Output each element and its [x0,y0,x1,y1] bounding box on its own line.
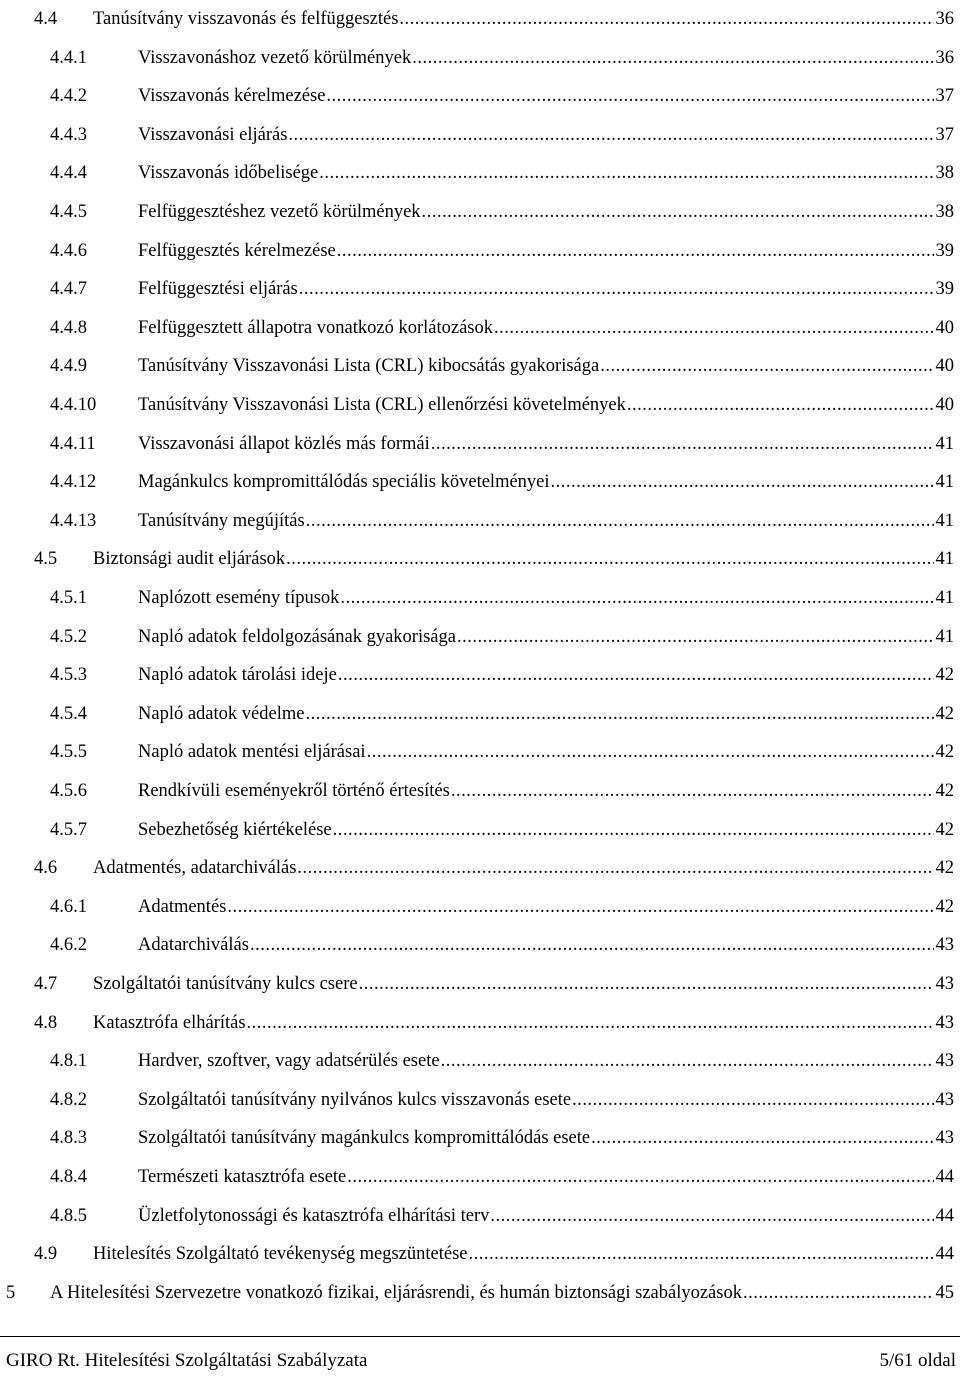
toc-dot-leader [441,1050,934,1072]
toc-dot-leader [359,973,934,995]
toc-dot-leader [297,857,933,879]
toc-entry-page: 41 [935,472,954,493]
toc-dot-leader [412,47,933,69]
toc-dot-leader [494,317,934,339]
toc-entry-page: 43 [935,1051,954,1072]
toc-dot-leader [490,1205,933,1227]
toc-entry-number: 4.5.4 [50,703,87,724]
toc-entry[interactable] [34,1004,954,1034]
toc-entry[interactable] [50,154,954,184]
toc-entry-number: 4.4.1 [50,47,87,68]
toc-dot-leader [338,664,934,686]
toc-entry[interactable] [50,1042,954,1072]
toc-dot-leader [422,201,934,223]
toc-entry[interactable] [50,347,954,377]
toc-entry-number: 4.4.2 [50,86,87,107]
toc-dot-leader [286,548,933,570]
toc-entry-page: 38 [935,202,954,222]
toc-entry-title: Rendkívüli eseményekről történő értesítés [138,781,450,801]
toc-entry-title: Szolgáltatói tanúsítvány magánkulcs kompromittálódás esete [138,1128,591,1149]
toc-entry[interactable] [50,618,954,648]
toc-entry-title: Visszavonás kérelmezése [138,86,326,107]
toc-dot-leader [326,85,933,107]
toc-entry-title: Felfüggesztett állapotra vonatkozó korlátozások [138,317,493,338]
toc-entry[interactable] [50,463,954,493]
toc-entry-title: Visszavonás időbelisége [138,163,319,184]
toc-entry-title: Magánkulcs kompromittálódás speciális követelményei [138,472,550,493]
toc-dot-leader [340,587,933,609]
toc-entry-title: Üzletfolytonossági és katasztrófa elhárítási terv [138,1205,490,1226]
toc-entry[interactable] [34,0,954,30]
toc-entry-number: 4.5.6 [50,781,87,801]
toc-entry-title: Napló adatok védelme [138,703,305,724]
toc-entry[interactable] [50,695,954,725]
toc-entry-title: Adatarchiválás [138,935,249,956]
toc-entry-number: 4.8.5 [50,1205,87,1226]
toc-dot-leader [451,780,934,802]
toc-entry[interactable] [50,772,954,802]
toc-dot-leader [288,124,933,146]
toc-entry-page: 38 [935,163,954,184]
toc-entry-title: Tanúsítvány visszavonás és felfüggesztés [93,9,399,29]
toc-entry-number: 4.5.1 [50,588,87,608]
toc-entry[interactable] [34,1235,954,1265]
toc-entry[interactable] [50,77,954,107]
toc-entry-number: 4.7 [34,974,58,994]
toc-entry-number: 4.6.2 [50,935,87,956]
toc-entry[interactable] [50,733,954,763]
toc-entry-number: 4.8.2 [50,1089,87,1110]
toc-entry[interactable] [50,888,954,918]
toc-dot-leader [319,162,933,184]
toc-entry-page: 43 [935,974,954,994]
toc-dot-leader [305,703,933,725]
toc-dot-leader [247,1012,934,1034]
toc-entry-number: 4.8.4 [50,1167,87,1187]
toc-entry[interactable] [50,425,954,455]
toc-entry-title: Napló adatok mentési eljárásai [138,742,366,763]
toc-entry[interactable] [50,811,954,841]
toc-entry-number: 4.4 [34,9,58,29]
toc-entry-number: 4.4.8 [50,317,87,338]
toc-entry-page: 40 [935,356,954,377]
toc-entry-title: Sebezhetőség kiértékelése [138,819,332,840]
toc-entry-page: 44 [935,1205,954,1226]
toc-dot-leader [337,240,934,262]
toc-entry-number: 4.4.7 [50,279,87,300]
toc-entry-number: 5 [6,1282,16,1303]
toc-dot-leader [551,471,934,493]
toc-entry[interactable] [50,309,954,339]
toc-entry-page: 44 [935,1244,954,1265]
toc-entry-title: Természeti katasztrófa esete [138,1167,347,1187]
toc-entry-title: Adatmentés, adatarchiválás [93,858,297,879]
toc-entry[interactable] [50,579,954,609]
toc-entry-page: 40 [935,395,954,415]
toc-entry-page: 39 [935,240,954,261]
toc-entry-title: Tanúsítvány Visszavonási Lista (CRL) ellenőrzési követelmények [138,395,626,415]
toc-entry-title: Felfüggesztés kérelmezése [138,240,336,261]
toc-entry-page: 37 [935,124,954,145]
toc-entry[interactable] [34,540,954,570]
toc-dot-leader [227,896,933,918]
toc-entry[interactable] [50,502,954,532]
toc-entry-number: 4.8 [34,1012,58,1033]
toc-entry[interactable] [50,656,954,686]
toc-entry-page: 42 [935,703,954,724]
toc-entry[interactable] [50,386,954,416]
toc-entry-page: 41 [935,626,954,647]
toc-entry-title: Szolgáltatói tanúsítvány kulcs csere [93,974,358,994]
toc-entry-title: Napló adatok feldolgozásának gyakorisága [138,626,456,647]
toc-entry-number: 4.5.7 [50,819,87,840]
toc-entry[interactable] [50,39,954,69]
toc-entry-number: 4.4.5 [50,202,87,222]
toc-entry-number: 4.5 [34,549,58,570]
toc-entry[interactable] [50,1081,954,1111]
toc-dot-leader [591,1127,933,1149]
toc-entry-page: 41 [935,433,954,454]
toc-entry-page: 43 [935,1012,954,1033]
toc-entry-page: 36 [935,9,954,29]
toc-entry-title: Naplózott esemény típusok [138,588,340,608]
toc-dot-leader [457,626,934,648]
toc-entry[interactable] [50,1197,954,1227]
toc-entry-title: Felfüggesztési eljárás [138,279,298,300]
toc-entry-number: 4.4.3 [50,124,87,145]
toc-entry-title: Visszavonási állapot közlés más formái [138,433,430,454]
toc-entry[interactable] [50,193,954,223]
toc-entry-number: 4.4.13 [50,510,97,531]
toc-entry[interactable] [50,232,954,262]
toc-entry[interactable] [50,1119,954,1149]
footer-page-number: 5/61 oldal [879,1350,956,1371]
toc-entry-number: 4.9 [34,1244,58,1265]
toc-entry-title: Visszavonási eljárás [138,124,288,145]
toc-dot-leader [250,934,934,956]
toc-entry-number: 4.5.5 [50,742,87,763]
toc-entry[interactable] [34,965,954,995]
toc-dot-leader [600,355,933,377]
toc-dot-leader [306,510,934,532]
toc-entry-page: 43 [935,1128,954,1149]
toc-entry-title: Hitelesítés Szolgáltató tevékenység megszüntetése [93,1244,468,1265]
toc-entry-number: 4.4.6 [50,240,87,261]
toc-entry-number: 4.4.12 [50,472,97,493]
toc-entry[interactable] [34,849,954,879]
toc-entry-page: 41 [935,549,954,570]
toc-entry-page: 42 [935,781,954,801]
toc-dot-leader [333,819,934,841]
toc-entry-title: Adatmentés [138,896,227,917]
toc-entry-page: 44 [935,1167,954,1187]
toc-dot-leader [572,1089,933,1111]
toc-entry-title: Szolgáltatói tanúsítvány nyilvános kulcs visszavonás esete [138,1089,572,1110]
toc-entry[interactable] [50,1158,954,1188]
toc-entry-title: A Hitelesítési Szervezetre vonatkozó fizikai, eljárásrendi, és humán biztonsági szabályozások [50,1282,742,1303]
footer-divider [0,1336,960,1337]
toc-dot-leader [367,741,934,763]
toc-dot-leader [431,433,934,455]
toc-entry-title: Tanúsítvány Visszavonási Lista (CRL) kibocsátás gyakorisága [138,356,600,377]
toc-entry-number: 4.8.1 [50,1051,87,1072]
toc-entry-number: 4.5.3 [50,665,87,686]
toc-dot-leader [469,1243,934,1265]
toc-entry-page: 42 [935,896,954,917]
toc-entry-number: 4.4.9 [50,356,87,377]
toc-entry[interactable] [50,926,954,956]
toc-entry-page: 42 [935,858,954,879]
toc-entry-page: 41 [935,588,954,608]
toc-entry-page: 43 [935,1089,954,1110]
footer-document-title: GIRO Rt. Hitelesítési Szolgáltatási Szabályzata [6,1350,368,1371]
toc-entry-title: Katasztrófa elhárítás [93,1012,246,1033]
toc-entry-number: 4.5.2 [50,626,87,647]
toc-entry-page: 37 [935,86,954,107]
toc-entry-page: 45 [935,1282,954,1303]
toc-dot-leader [347,1166,933,1188]
toc-entry-number: 4.6.1 [50,896,87,917]
toc-dot-leader [299,278,934,300]
toc-entry-title: Tanúsítvány megújítás [138,510,305,531]
toc-dot-leader [399,8,933,30]
toc-entry-title: Biztonsági audit eljárások [93,549,286,570]
toc-entry-page: 42 [935,665,954,686]
toc-entry-page: 40 [935,317,954,338]
toc-entry-number: 4.6 [34,858,58,879]
toc-entry-page: 43 [935,935,954,956]
toc-entry-page: 36 [935,47,954,68]
toc-entry[interactable] [50,116,954,146]
toc-dot-leader [743,1282,934,1304]
toc-entry-title: Hardver, szoftver, vagy adatsérülés esete [138,1051,440,1072]
toc-entry-page: 42 [935,819,954,840]
toc-entry-page: 41 [935,510,954,531]
toc-entry-number: 4.4.11 [50,433,96,454]
toc-entry-title: Visszavonáshoz vezető körülmények [138,47,412,68]
toc-entry-page: 39 [935,279,954,300]
toc-entry-title: Napló adatok tárolási ideje [138,665,337,686]
toc-entry-number: 4.8.3 [50,1128,87,1149]
toc-entry[interactable] [50,270,954,300]
toc-entry-title: Felfüggesztéshez vezető körülmények [138,202,421,222]
toc-dot-leader [627,394,934,416]
toc-entry-number: 4.4.10 [50,395,97,415]
toc-entry-number: 4.4.4 [50,163,87,184]
toc-entry-page: 42 [935,742,954,763]
toc-entry[interactable] [6,1274,954,1304]
